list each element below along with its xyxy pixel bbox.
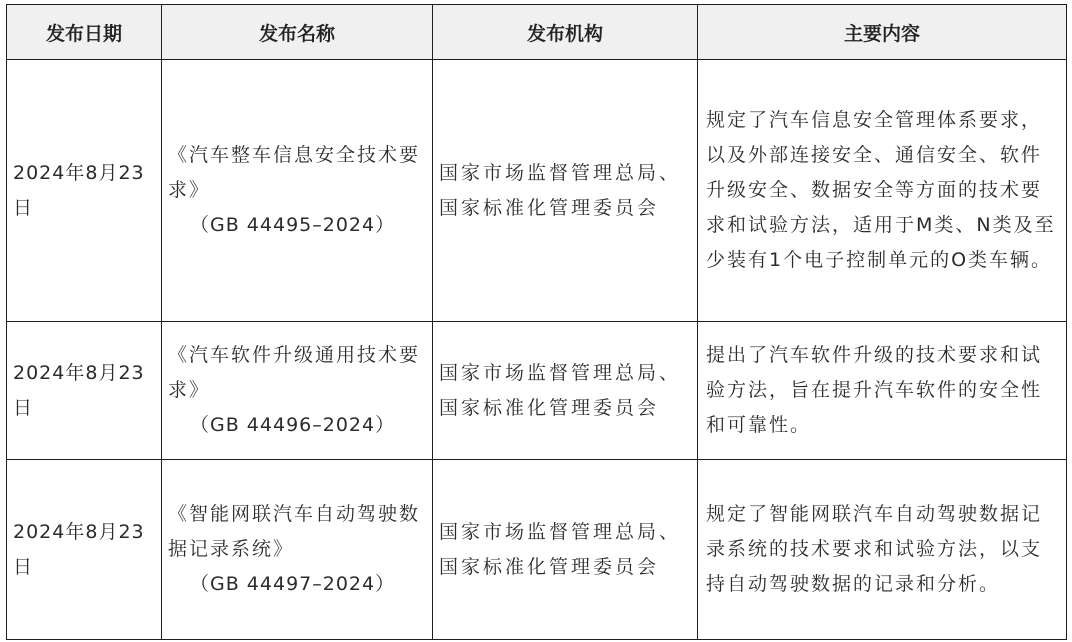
cell-content: 规定了汽车信息安全管理体系要求，以及外部连接安全、通信安全、软件升级安全、数据安全等方面的技术要求和试验方法，适用于M类、N类及至少装有1个电子控制单元的O类车辆。 <box>698 60 1067 322</box>
standard-code: （GB 44496–2024） <box>190 414 396 436</box>
standard-title: 《汽车软件升级通用技术要求》 <box>168 344 421 401</box>
cell-title <box>162 322 433 460</box>
table-row <box>7 460 1067 640</box>
cell-title <box>162 60 433 322</box>
cell-content: 提出了汽车软件升级的技术要求和试验方法，旨在提升汽车软件的安全性和可靠性。 <box>698 322 1067 460</box>
table-row <box>7 60 1067 322</box>
header-title: 发布名称 <box>162 5 433 60</box>
table-body <box>7 60 1067 640</box>
cell-date: 2024年8月23日 <box>7 460 162 640</box>
cell-date: 2024年8月23日 <box>7 322 162 460</box>
standard-title: 《智能网联汽车自动驾驶数据记录系统》 <box>168 503 421 560</box>
header-content: 主要内容 <box>698 5 1067 60</box>
cell-org: 国家市场监督管理总局、国家标准化管理委员会 <box>433 322 698 460</box>
header-org: 发布机构 <box>433 5 698 60</box>
standard-title: 《汽车整车信息安全技术要求》 <box>168 144 421 201</box>
standards-table <box>6 4 1067 640</box>
cell-date: 2024年8月23日 <box>7 60 162 322</box>
standard-code: （GB 44495–2024） <box>190 214 396 236</box>
header-row <box>7 5 1067 60</box>
cell-org: 国家市场监督管理总局、国家标准化管理委员会 <box>433 60 698 322</box>
cell-title <box>162 460 433 640</box>
table-row <box>7 322 1067 460</box>
table-header <box>7 5 1067 60</box>
header-date: 发布日期 <box>7 5 162 60</box>
standard-code: （GB 44497–2024） <box>190 573 396 595</box>
cell-content: 规定了智能网联汽车自动驾驶数据记录系统的技术要求和试验方法，以支持自动驾驶数据的记录和分析。 <box>698 460 1067 640</box>
cell-org: 国家市场监督管理总局、国家标准化管理委员会 <box>433 460 698 640</box>
